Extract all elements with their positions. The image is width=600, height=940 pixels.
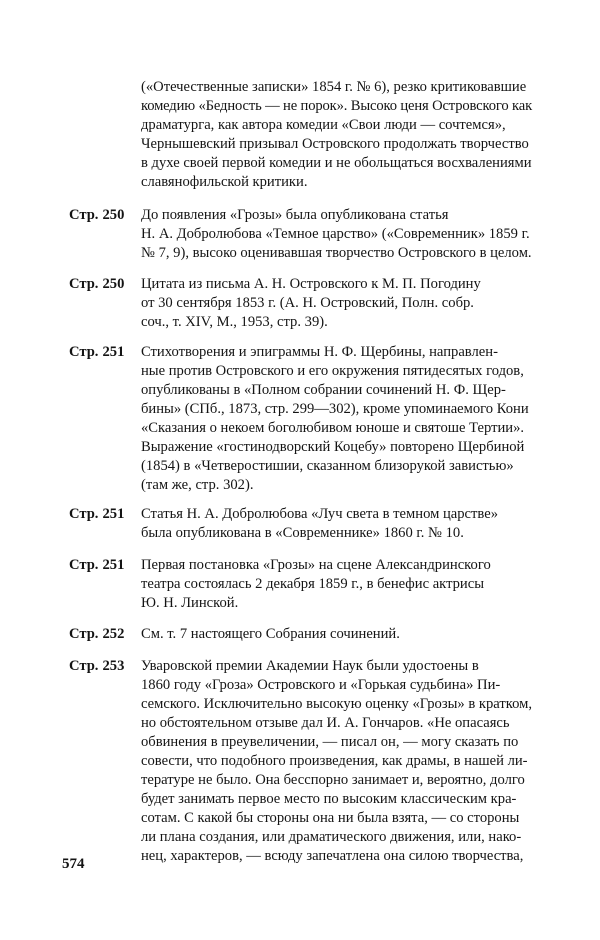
- text-line: 1860 году «Гроза» Островского и «Горькая судьбина» Пи-: [141, 677, 501, 693]
- text-line: соч., т. XIV, М., 1953, стр. 39).: [141, 314, 328, 330]
- text-line: нец, характеров, — всюду запечатлена она силою творчества,: [141, 848, 524, 864]
- page-reference: [69, 206, 124, 224]
- ref-label: Стр.: [69, 658, 99, 674]
- text-line: № 7, 9), высоко оценивавшая творчество Островского в целом.: [141, 245, 532, 261]
- text-line: (1854) в «Четверостишии, сказанном близорукой завистью»: [141, 458, 514, 474]
- text-line: драматурга, как автора комедии «Свои люди — сочтемся»,: [141, 117, 506, 133]
- text-line: Н. А. Добролюбова «Темное царство» («Современник» 1859 г.: [141, 226, 530, 242]
- ref-page-number: 251: [102, 557, 125, 573]
- text-line: Чернышевский призывал Островского продолжать творчество: [141, 136, 529, 152]
- text-line: Первая постановка «Грозы» на сцене Александринского: [141, 557, 491, 573]
- text-line: в духе своей первой комедии и не обольщаться восхвалениями: [141, 155, 532, 171]
- page-reference: [69, 556, 124, 574]
- ref-page-number: 251: [102, 506, 125, 522]
- text-line: См. т. 7 настоящего Собрания сочинений.: [141, 626, 400, 642]
- text-line: До появления «Грозы» была опубликована статья: [141, 207, 449, 223]
- ref-page-number: 251: [102, 344, 125, 360]
- text-line: совести, что подобного произведения, как драмы, в нашей ли-: [141, 753, 528, 769]
- ref-label: Стр.: [69, 557, 99, 573]
- text-line: была опубликована в «Современнике» 1860 г. № 10.: [141, 525, 464, 541]
- ref-page-number: 250: [102, 276, 125, 292]
- page-reference: [69, 657, 124, 675]
- ref-label: Стр.: [69, 626, 99, 642]
- page-reference: [69, 505, 124, 523]
- text-line: («Отечественные записки» 1854 г. № 6), резко критиковавшие: [141, 79, 527, 95]
- text-line: бины» (СПб., 1873, стр. 299—302), кроме упоминаемого Кони: [141, 401, 529, 417]
- text-line: ные против Островского и его окружения пятидесятых годов,: [141, 363, 524, 379]
- page-reference: [69, 275, 124, 293]
- ref-page-number: 253: [102, 658, 125, 674]
- page-reference: [69, 343, 124, 361]
- ref-label: Стр.: [69, 506, 99, 522]
- text-line: театра состоялась 2 декабря 1859 г., в бенефис актрисы: [141, 576, 485, 592]
- text-line: тературе не было. Она бесспорно занимает и, вероятно, долго: [141, 772, 525, 788]
- ref-page-number: 250: [102, 207, 125, 223]
- text-line: обвинения в преувеличении, — писал он, — могу сказать по: [141, 734, 519, 750]
- text-line: Цитата из письма А. Н. Островского к М. П. Погодину: [141, 276, 481, 292]
- text-line: (там же, стр. 302).: [141, 477, 254, 493]
- ref-page-number: 252: [102, 626, 125, 642]
- text-line: ли плана создания, или драматического движения, или, нако-: [141, 829, 522, 845]
- text-line: опубликованы в «Полном собрании сочинений Н. Ф. Щер-: [141, 382, 506, 398]
- text-line: семского. Исключительно высокую оценку «Грозы» в кратком,: [141, 696, 532, 712]
- text-line: «Сказания о некоем боголюбивом юноше и святоше Тертии».: [141, 420, 525, 436]
- ref-label: Стр.: [69, 344, 99, 360]
- text-line: Уваровской премии Академии Наук были удостоены в: [141, 658, 479, 674]
- text-line: Стихотворения и эпиграммы Н. Ф. Щербины, направлен-: [141, 344, 498, 360]
- page-number: 574: [62, 856, 85, 872]
- text-line: но обстоятельном отзыве дал И. А. Гончаров. «Не опасаясь: [141, 715, 510, 731]
- text-line: будет занимать первое место по высоким классическим кра-: [141, 791, 517, 807]
- text-line: Выражение «гостинодворский Коцебу» повторено Щербиной: [141, 439, 525, 455]
- text-line: Статья Н. А. Добролюбова «Луч света в темном царстве»: [141, 506, 498, 522]
- text-line: Ю. Н. Линской.: [141, 595, 239, 611]
- ref-label: Стр.: [69, 207, 99, 223]
- ref-label: Стр.: [69, 276, 99, 292]
- text-line: комедию «Бедность — не порок». Высоко ценя Островского как: [141, 98, 533, 114]
- text-line: сотам. С какой бы стороны она ни была взята, — со стороны: [141, 810, 520, 826]
- text-line: славянофильской критики.: [141, 174, 308, 190]
- text-line: от 30 сентября 1853 г. (А. Н. Островский, Полн. собр.: [141, 295, 474, 311]
- page-reference: [69, 625, 124, 643]
